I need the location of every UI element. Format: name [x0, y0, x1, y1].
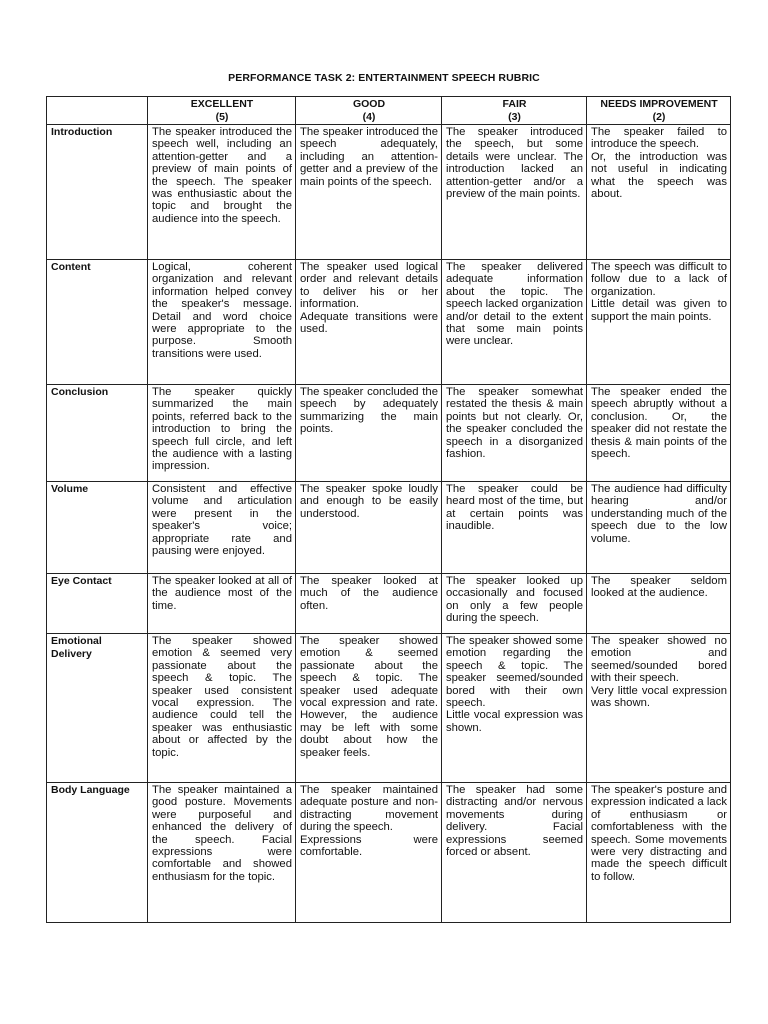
criterion-label: Content: [47, 260, 148, 385]
rubric-cell-needs-improvement: The speaker's posture and expression indicated a lack of enthusiasm or comfortableness with the speech. Some movements were very distracting and made the speech difficult to follow.: [587, 783, 731, 923]
rubric-cell-fair: The speaker showed some emotion regarding the speech & topic. The speaker seemed/sounded bored with their own speech. Little vocal expression was shown.: [442, 634, 587, 783]
rubric-cell-fair: The speaker could be heard most of the time, but at certain points was inaudible.: [442, 482, 587, 574]
header-needs-improvement: [587, 97, 731, 125]
rubric-table: [46, 96, 731, 923]
rubric-cell-needs-improvement: The speaker failed to introduce the speech. Or, the introduction was not useful in indicating what the speech was about.: [587, 125, 731, 260]
rubric-cell-good: The speaker maintained adequate posture and non-distracting movement during the speech. Expressions were comfortable.: [296, 783, 442, 923]
rubric-cell-excellent: The speaker maintained a good posture. Movements were purposeful and enhanced the delivery of the speech. Facial expressions were comfortable and showed enthusiasm for the topic.: [148, 783, 296, 923]
rubric-cell-good: The speaker concluded the speech by adequately summarizing the main points.: [296, 385, 442, 482]
header-label: FAIR: [502, 98, 527, 110]
rubric-row-volume: [47, 482, 731, 574]
rubric-cell-needs-improvement: The audience had difficulty hearing and/or understanding much of the speech due to the low volume.: [587, 482, 731, 574]
header-blank-cell: [47, 97, 148, 125]
rubric-row-body-language: [47, 783, 731, 923]
criterion-label: Eye Contact: [47, 574, 148, 634]
criterion-label: Emotional Delivery: [47, 634, 148, 783]
rubric-cell-good: The speaker used logical order and relevant details to deliver his or her information. Adequate transitions were used.: [296, 260, 442, 385]
rubric-cell-excellent: The speaker showed emotion & seemed very passionate about the speech & topic. The speaker used consistent vocal expression. The audience could tell the speaker was enthusiastic about or affected by the topic.: [148, 634, 296, 783]
rubric-cell-good: The speaker introduced the speech adequately, including an attention- getter and a preview of the main points of the speech.: [296, 125, 442, 260]
rubric-cell-excellent: Logical, coherent organization and relevant information helped convey the speaker's message. Detail and word choice were appropriate to the purpose. Smooth transitions were used.: [148, 260, 296, 385]
rubric-cell-excellent: The speaker looked at all of the audience most of the time.: [148, 574, 296, 634]
header-score: (5): [215, 110, 229, 123]
header-label: NEEDS IMPROVEMENT: [600, 98, 718, 110]
rubric-cell-good: The speaker spoke loudly and enough to be easily understood.: [296, 482, 442, 574]
header-excellent: [148, 97, 296, 125]
criterion-label: Volume: [47, 482, 148, 574]
rubric-row-content: [47, 260, 731, 385]
rubric-cell-fair: The speaker delivered adequate information about the topic. The speech lacked organization and/or detail to the extent that some main points were unclear.: [442, 260, 587, 385]
rubric-cell-fair: The speaker somewhat restated the thesis & main points but not clearly. Or, the speaker concluded the speech in a disorganized fashion.: [442, 385, 587, 482]
header-label: EXCELLENT: [190, 98, 254, 110]
rubric-row-conclusion: [47, 385, 731, 482]
criterion-label: Body Language: [47, 783, 148, 923]
rubric-cell-excellent: The speaker quickly summarized the main points, referred back to the introduction to bring the speech full circle, and left the audience with a lasting impression.: [148, 385, 296, 482]
header-score: (3): [508, 110, 521, 123]
header-row: [47, 97, 731, 125]
rubric-cell-fair: The speaker had some distracting and/or nervous movements during delivery. Facial expressions seemed forced or absent.: [442, 783, 587, 923]
rubric-cell-good: The speaker looked at much of the audience often.: [296, 574, 442, 634]
rubric-cell-fair: The speaker looked up occasionally and focused on only a few people during the speech.: [442, 574, 587, 634]
criterion-label: Conclusion: [47, 385, 148, 482]
rubric-cell-excellent: Consistent and effective volume and articulation were present in the speaker's voice; appropriate rate and pausing were enjoyed.: [148, 482, 296, 574]
document-title: PERFORMANCE TASK 2: ENTERTAINMENT SPEECH RUBRIC: [228, 72, 540, 84]
rubric-cell-needs-improvement: The speaker showed no emotion and seemed/sounded bored with their speech. Very little vocal expression was shown.: [587, 634, 731, 783]
criterion-label: Introduction: [47, 125, 148, 260]
rubric-cell-good: The speaker showed emotion & seemed passionate about the speech & topic. The speaker used adequate vocal expression and rate. However, the audience may be left with some doubt about how the speaker feels.: [296, 634, 442, 783]
rubric-cell-excellent: The speaker introduced the speech well, including an attention-getter and a preview of main points of the speech. The speaker was enthusiastic about the topic and brought the audience into the speech.: [148, 125, 296, 260]
header-good: [296, 97, 442, 125]
rubric-cell-needs-improvement: The speaker ended the speech abruptly without a conclusion. Or, the speaker did not restate the thesis & main points of the speech.: [587, 385, 731, 482]
rubric-cell-fair: The speaker introduced the speech, but some details were unclear. The introduction lacked an attention-getter and/or a preview of the main points.: [442, 125, 587, 260]
header-score: (4): [362, 110, 376, 123]
rubric-cell-needs-improvement: The speech was difficult to follow due to a lack of organization. Little detail was given to support the main points.: [587, 260, 731, 385]
rubric-cell-needs-improvement: The speaker seldom looked at the audience.: [587, 574, 731, 634]
header-fair: [442, 97, 587, 125]
header-score: (2): [652, 110, 666, 123]
rubric-row-emotional-delivery: [47, 634, 731, 783]
header-label: GOOD: [352, 98, 386, 110]
rubric-row-introduction: [47, 125, 731, 260]
rubric-row-eye-contact: [47, 574, 731, 634]
